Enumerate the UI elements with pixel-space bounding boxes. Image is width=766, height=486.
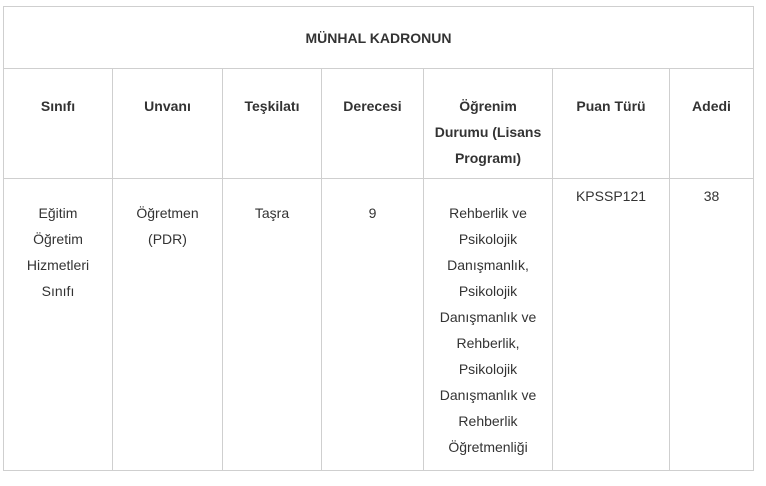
header-unvani: Unvanı [113, 69, 223, 179]
header-ogrenim-line-1: Öğrenim [459, 98, 517, 114]
header-ogrenim-line-3: Programı) [454, 150, 522, 166]
table-title-row [4, 7, 754, 69]
ogrenim-line: Öğretmenliği [448, 439, 528, 455]
cell-unvani-line-2: (PDR) [148, 231, 187, 247]
ogrenim-line: Psikolojik [458, 361, 518, 377]
cell-derecesi: 9 [322, 179, 424, 471]
ogrenim-line: Danışmanlık, [447, 257, 529, 273]
header-puan-turu: Puan Türü [553, 69, 670, 179]
cell-unvani [113, 179, 223, 471]
munhal-kadro-table [3, 6, 754, 471]
cell-teskilati: Taşra [223, 179, 322, 471]
ogrenim-line: Psikolojik [458, 231, 518, 247]
header-ogrenim-line-2: Durumu (Lisans [434, 124, 542, 140]
table-row [4, 179, 754, 471]
cell-puan-turu: KPSSP121 [553, 179, 670, 471]
ogrenim-line: Danışmanlık ve [439, 309, 537, 325]
ogrenim-line: Danışmanlık ve [439, 387, 537, 403]
cell-unvani-line-1: Öğretmen [136, 205, 199, 221]
ogrenim-line: Rehberlik ve [449, 205, 527, 221]
ogrenim-line: Psikolojik [458, 283, 518, 299]
header-derecesi: Derecesi [322, 69, 424, 179]
cell-sinifi-line-4: Sınıfı [41, 283, 75, 299]
cell-ogrenim-durumu [424, 179, 553, 471]
header-sinifi: Sınıfı [4, 69, 113, 179]
cell-sinifi-line-3: Hizmetleri [26, 257, 90, 273]
cell-adedi: 38 [670, 179, 754, 471]
ogrenim-line: Rehberlik [458, 413, 518, 429]
table-title: MÜNHAL KADRONUN [4, 7, 754, 69]
header-ogrenim-durumu [424, 69, 553, 179]
table-header-row [4, 69, 754, 179]
cell-sinifi [4, 179, 113, 471]
cell-sinifi-line-1: Eğitim [38, 205, 78, 221]
cell-sinifi-line-2: Öğretim [33, 231, 83, 247]
header-teskilati: Teşkilatı [223, 69, 322, 179]
ogrenim-line: Rehberlik, [456, 335, 520, 351]
header-adedi: Adedi [670, 69, 754, 179]
